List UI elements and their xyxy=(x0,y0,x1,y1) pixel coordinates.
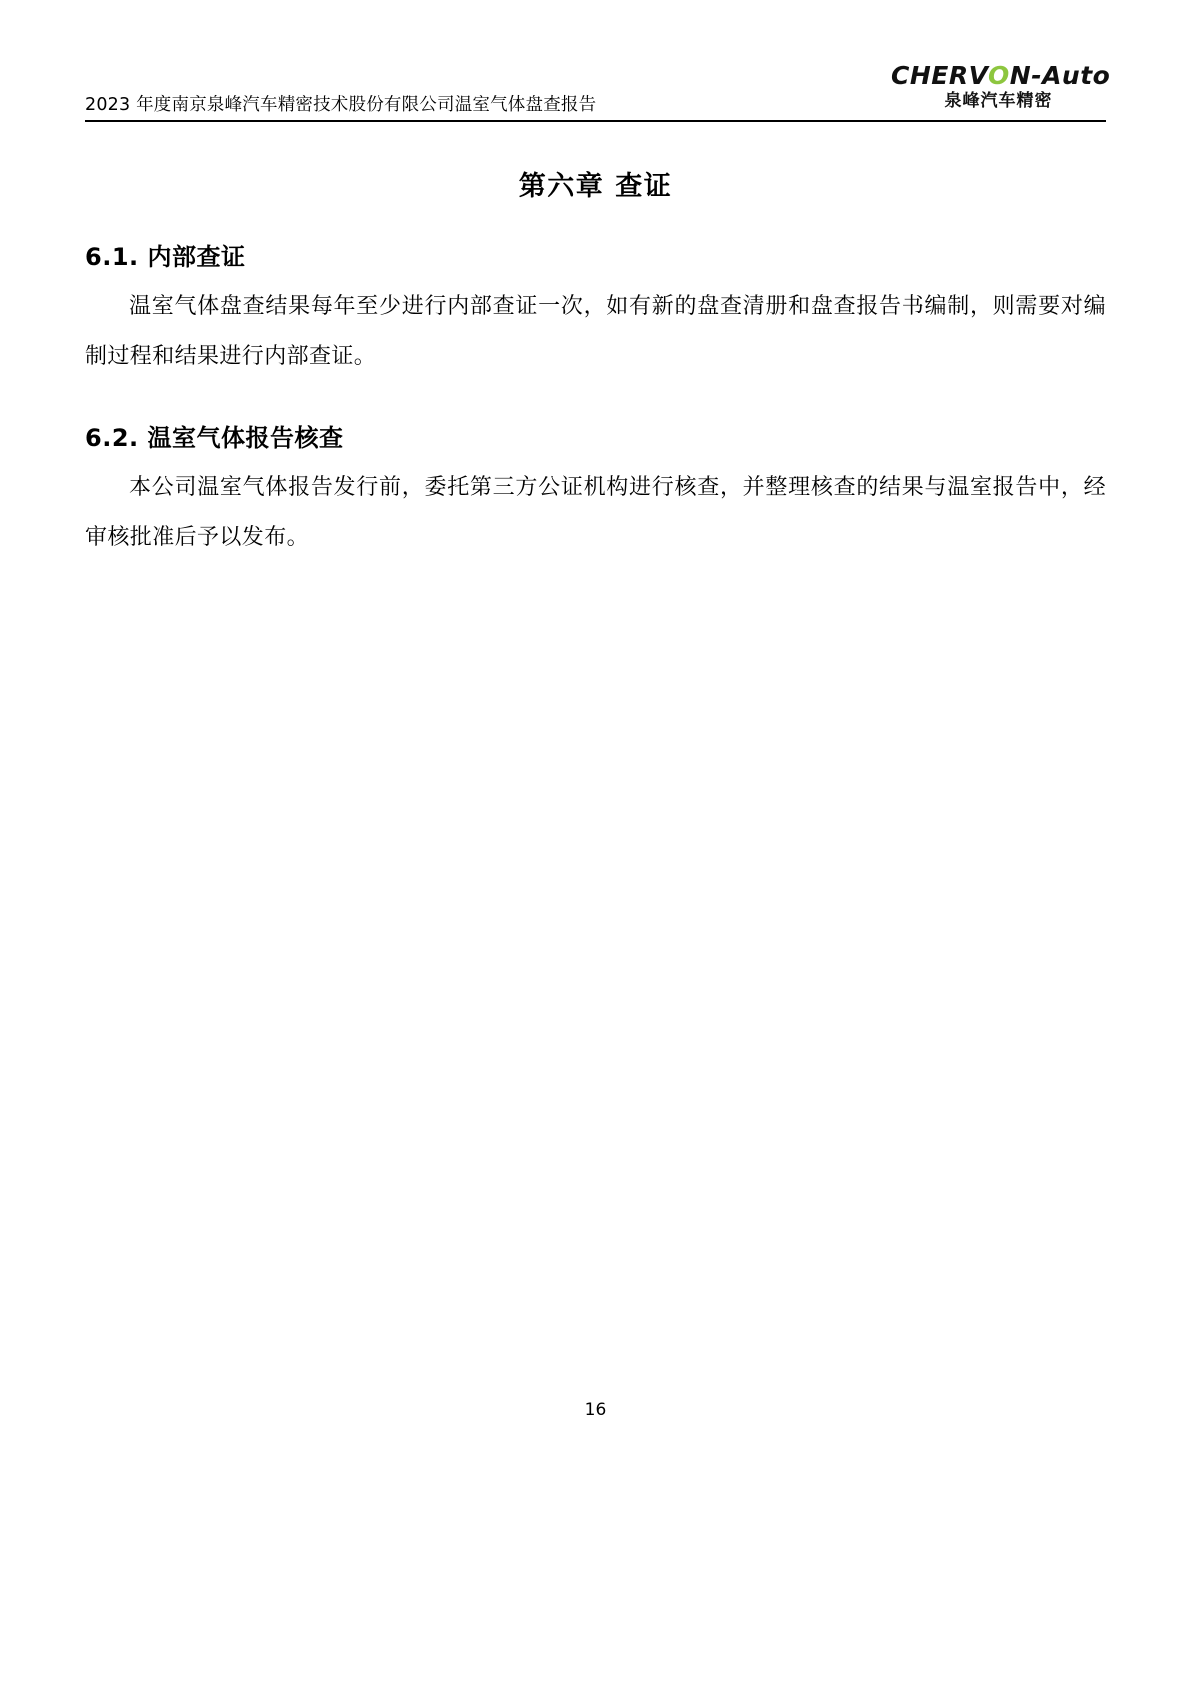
header-row xyxy=(85,61,1111,120)
running-header-title: 2023 年度南京泉峰汽车精密技术股份有限公司温室气体盘查报告 xyxy=(85,95,597,115)
page-header xyxy=(85,61,1111,122)
chervon-auto-logo xyxy=(891,61,1111,120)
document-body xyxy=(85,140,1106,567)
section-paragraph-6-1: 温室气体盘查结果每年至少进行内部查证一次，如有新的盘查清册和盘查报告书编制，则需要对编制过程和结果进行内部查证。 xyxy=(85,294,1106,369)
section-heading-6-2: 6.2. 温室气体报告核查 xyxy=(85,424,344,452)
chapter-title: 第六章 查证 xyxy=(518,171,673,202)
header-divider xyxy=(85,120,1106,122)
section-heading-6-1: 6.1. 内部查证 xyxy=(85,243,246,271)
section-paragraph-6-2: 本公司温室气体报告发行前，委托第三方公证机构进行核查，并整理核查的结果与温室报告中，经审核批准后予以发布。 xyxy=(85,475,1106,550)
logo-wordmark xyxy=(891,61,1111,90)
logo-chinese-name: 泉峰汽车精密 xyxy=(944,91,1053,111)
logo-text-post: N-Auto xyxy=(1009,61,1111,90)
logo-text-accent: O xyxy=(988,61,1010,90)
section-spacer xyxy=(85,386,1106,400)
page-number: 16 xyxy=(584,1400,607,1420)
logo-text-pre: CHERV xyxy=(891,61,989,90)
